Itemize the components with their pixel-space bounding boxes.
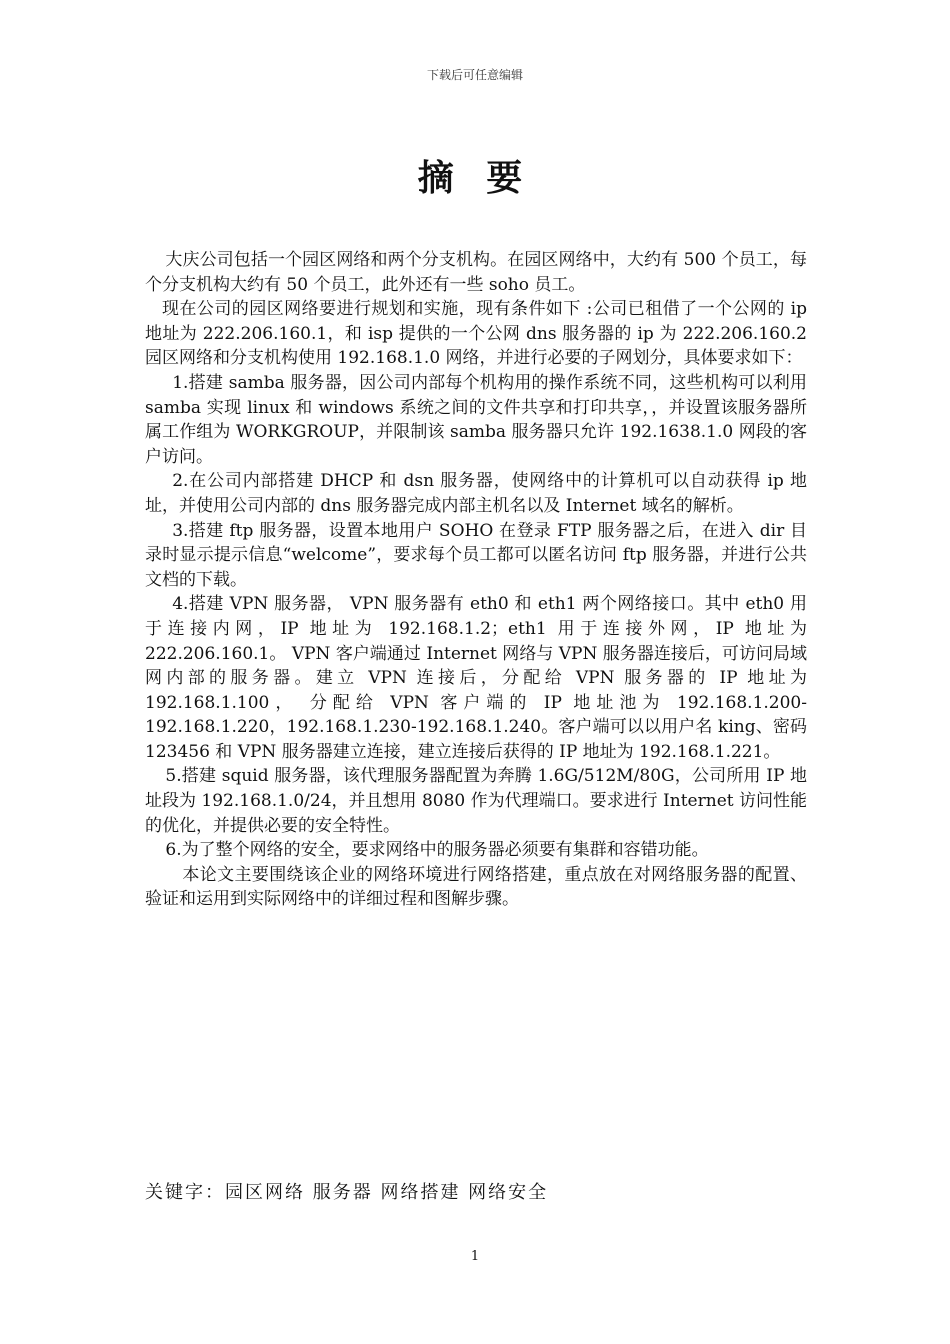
abstract-body bbox=[145, 248, 807, 912]
paragraph-vpn-requirement: 4.搭建 VPN 服务器， VPN 服务器有 eth0 和 eth1 两个网络接口。其中 eth0 用于连接内网，IP 地址为 192.168.1.2；eth1 用于连接外网，IP 地址为 222.206.160.1。 VPN 客户端通过 Internet 网络与 VPN 服务器连接后，可访问局域网内部的服务器。建立 VPN 连接后，分配给 VPN 服务器的 IP 地址为 192.168.1.100， 分配给 VPN 客户端的 IP 地址池为 192.168.1.200-192.168.1.220，192.168.1.230-192.168.1.240。客户端可以以用户名 king、密码 123456 和 VPN 服务器建立连接，建立连接后获得的 IP 地址为 192.168.1.221。 bbox=[145, 594, 807, 762]
keywords-line: 关键字：园区网络 服务器 网络搭建 网络安全 bbox=[145, 1182, 549, 1203]
page-number: 1 bbox=[470, 1249, 480, 1264]
paragraph-samba-requirement: 1.搭建 samba 服务器，因公司内部每个机构用的操作系统不同，这些机构可以利用 samba 实现 linux 和 windows 系统之间的文件共享和打印共享，，并设置该服务器所属工作组为 WORKGROUP，并限制该 samba 服务器只允许 192.1638.1.0 网段的客户访问。 bbox=[145, 372, 807, 467]
paragraph-ftp-requirement: 3.搭建 ftp 服务器，设置本地用户 SOHO 在登录 FTP 服务器之后，在进入 dir 目录时显示提示信息“welcome”，要求每个员工都可以匿名访问 ftp 服务器，并进行公共文档的下载。 bbox=[145, 520, 807, 590]
paragraph-thesis-focus: 本论文主要围绕该企业的网络环境进行网络搭建，重点放在对网络服务器的配置、验证和运用到实际网络中的详细过程和图解步骤。 bbox=[145, 864, 807, 910]
paragraph-dhcp-dns-requirement: 2.在公司内部搭建 DHCP 和 dsn 服务器，使网络中的计算机可以自动获得 ip 地址，并使用公司内部的 dns 服务器完成内部主机名以及 Internet 域名的解析。 bbox=[145, 471, 807, 516]
paragraph-squid-requirement: 5.搭建 squid 服务器，该代理服务器配置为奔腾 1.6G/512M/80G，公司所用 IP 地址段为 192.168.1.0/24，并且想用 8080 作为代理端口。要求进行 Internet 访问性能的优化，并提供必要的安全特性。 bbox=[145, 766, 807, 836]
page-header: 下载后可任意编辑 bbox=[426, 68, 523, 82]
paragraph-current-conditions: 现在公司的园区网络要进行规划和实施，现有条件如下 :公司已租借了一个公网的 ip 地址为 222.206.160.1，和 isp 提供的一个公网 dns 服务器的 ip 为 222.206.160.2 园区网络和分支机构使用 192.168.1.0 网络，并进行必要的子网划分，具体要求如下： bbox=[145, 299, 807, 369]
paragraph-company-intro: 大庆公司包括一个园区网络和两个分支机构。在园区网络中，大约有 500 个员工，每个分支机构大约有 50 个员工，此外还有一些 soho 员工。 bbox=[145, 250, 807, 295]
paragraph-security-requirement: 6.为了整个网络的安全，要求网络中的服务器必须要有集群和容错功能。 bbox=[165, 840, 709, 861]
page-title: 摘 要 bbox=[417, 158, 533, 199]
